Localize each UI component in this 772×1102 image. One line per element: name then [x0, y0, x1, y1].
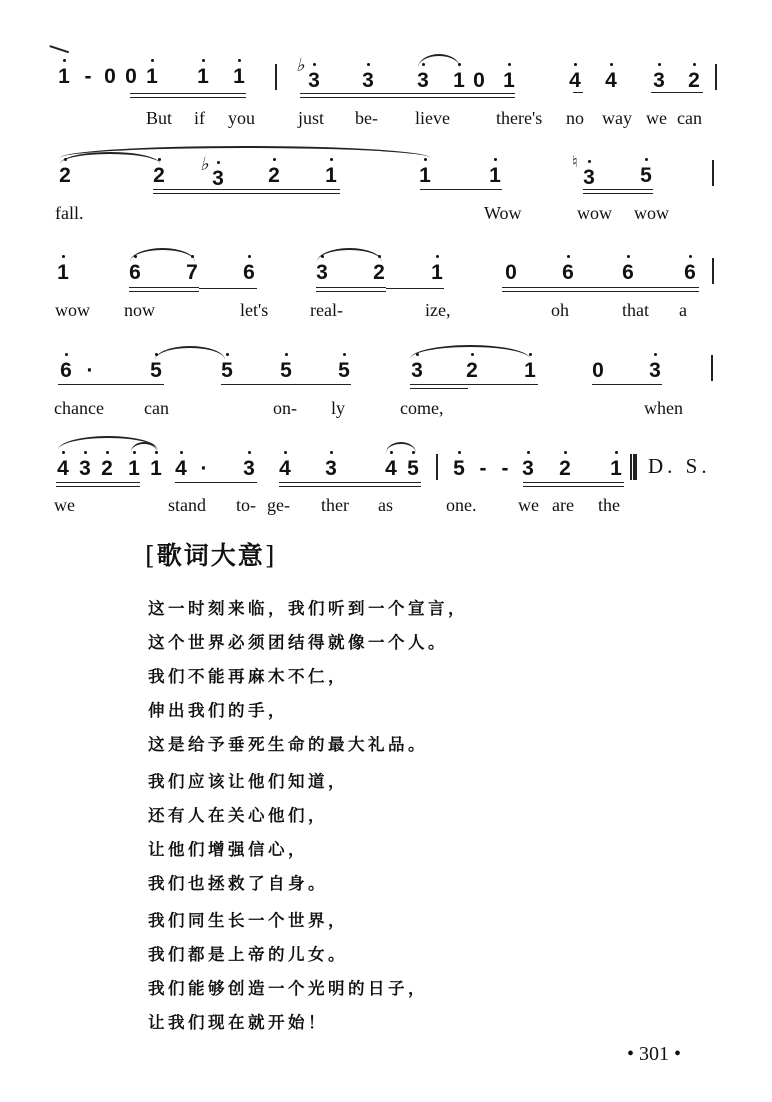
lyric: come,	[400, 398, 444, 418]
verse-line: 这是给予垂死生命的最大礼品。	[148, 735, 428, 754]
beam	[410, 384, 468, 389]
verse-line: 还有人在关心他们，	[148, 806, 328, 825]
lyric: Wow	[484, 203, 522, 223]
lyric: fall.	[55, 203, 84, 223]
lyric: as	[378, 495, 393, 515]
beam	[316, 287, 386, 292]
lyric: one.	[446, 495, 477, 515]
slur	[155, 346, 225, 360]
lyric: way	[602, 108, 632, 128]
beam	[502, 287, 699, 292]
beam	[56, 482, 140, 487]
note: 3	[77, 458, 93, 480]
barline	[712, 258, 714, 284]
lyric: we	[518, 495, 539, 515]
dash: -	[501, 457, 509, 480]
note: 4	[277, 458, 293, 480]
lyrics-meaning-heading	[145, 536, 277, 572]
page-number: • 301 •	[627, 1043, 682, 1065]
note: 3	[651, 70, 667, 92]
beam	[175, 482, 257, 483]
dal-segno-marking: D. S.	[648, 454, 711, 478]
note: 2	[557, 458, 573, 480]
lyric: there's	[496, 108, 543, 128]
note: 3	[520, 458, 536, 480]
note: 4	[603, 70, 619, 92]
verse-line: 让我们现在就开始！	[148, 1013, 328, 1032]
note: 3	[581, 167, 597, 189]
note: 2	[99, 458, 115, 480]
note: 3	[360, 70, 376, 92]
lyric: to-	[236, 495, 256, 515]
lyric: ge-	[267, 495, 290, 515]
note: 2	[266, 165, 282, 187]
augmentation-dot: ·	[86, 359, 94, 382]
note: 2	[371, 262, 387, 284]
note: 3	[314, 262, 330, 284]
note: 3	[210, 168, 226, 190]
natural-icon: ♮	[572, 154, 578, 171]
note: 5	[451, 458, 467, 480]
lyric: lieve	[415, 108, 450, 128]
verse-line: 伸出我们的手，	[148, 701, 288, 720]
note: 1	[429, 262, 445, 284]
note: 2	[57, 165, 73, 187]
note: 3	[323, 458, 339, 480]
slur	[410, 345, 530, 359]
note: 6	[241, 262, 257, 284]
note: 2	[686, 70, 702, 92]
augmentation-dot: ·	[200, 457, 208, 480]
note: 6	[127, 262, 143, 284]
lyric: on-	[273, 398, 297, 418]
note: 1	[56, 66, 72, 88]
note: 3	[241, 458, 257, 480]
lyric: oh	[551, 300, 569, 320]
stanza-3	[148, 904, 428, 1040]
note: 1	[148, 458, 164, 480]
verse-line: 我们同生长一个世界，	[148, 911, 348, 930]
lyric: when	[644, 398, 683, 418]
note: 4	[567, 70, 583, 92]
lyric: can	[144, 398, 169, 418]
lyric: chance	[54, 398, 104, 418]
lyric: if	[194, 108, 205, 128]
lyric: are	[552, 495, 574, 515]
rest: 0	[505, 261, 517, 284]
note: 3	[306, 70, 322, 92]
note: 4	[173, 458, 189, 480]
lyric: real-	[310, 300, 343, 320]
beam	[199, 288, 257, 289]
note: 6	[682, 262, 698, 284]
beam	[592, 384, 662, 385]
note: 5	[148, 360, 164, 382]
note: 1	[417, 165, 433, 187]
note: 5	[219, 360, 235, 382]
note: 5	[405, 458, 421, 480]
verse-line: 我们都是上帝的儿女。	[148, 945, 348, 964]
lyric: a	[679, 300, 687, 320]
note: 1	[55, 262, 71, 284]
lyric: that	[622, 300, 649, 320]
beam	[129, 287, 199, 292]
lyric: can	[677, 108, 702, 128]
verse-line: 这一时刻来临，我们听到一个宣言，	[148, 599, 468, 618]
dash: -	[84, 65, 92, 88]
lyric: just	[298, 108, 325, 128]
stanza-1	[148, 592, 468, 762]
rest: 0	[104, 65, 116, 88]
stanza-2	[148, 765, 348, 901]
lyric: the	[598, 495, 620, 515]
note: 1	[451, 70, 467, 92]
note: 1	[522, 360, 538, 382]
note: 1	[144, 66, 160, 88]
note: 6	[560, 262, 576, 284]
lyric: wow	[55, 300, 90, 320]
note: 1	[501, 70, 517, 92]
note: 5	[278, 360, 294, 382]
lyric: ize,	[425, 300, 451, 320]
lyric: ly	[331, 398, 346, 418]
note: 4	[55, 458, 71, 480]
lyric: ther	[321, 495, 349, 515]
verse-line: 这个世界必须团结得就像一个人。	[148, 633, 448, 652]
rest: 0	[592, 359, 604, 382]
lyric: we	[646, 108, 667, 128]
verse-line: 我们也拯救了自身。	[148, 874, 328, 893]
rest: 0	[473, 69, 485, 92]
note: 2	[464, 360, 480, 382]
bracket-close: ]	[264, 541, 277, 570]
note: 1	[231, 66, 247, 88]
note: 1	[323, 165, 339, 187]
lyric: But	[146, 108, 173, 128]
lyric: now	[124, 300, 155, 320]
final-double-barline	[630, 454, 637, 480]
note: 6	[58, 360, 74, 382]
flat-icon: ♭	[200, 154, 209, 174]
lyric: no	[566, 108, 584, 128]
beam	[420, 189, 502, 190]
barline	[711, 355, 713, 381]
flat-icon: ♭	[296, 55, 305, 75]
beam	[58, 384, 164, 385]
beam	[279, 482, 421, 487]
beam	[583, 189, 653, 194]
verse-line: 我们能够创造一个光明的日子，	[148, 979, 428, 998]
beam	[466, 384, 538, 385]
barline	[712, 160, 714, 186]
beam	[153, 189, 340, 194]
lyric: you	[228, 108, 255, 128]
verse-line: 我们不能再麻木不仁，	[148, 667, 348, 686]
note: 5	[336, 360, 352, 382]
bracket-open: [	[145, 541, 157, 570]
note: 3	[415, 70, 431, 92]
lyric: wow	[577, 203, 612, 223]
barline	[436, 454, 438, 480]
note: 4	[383, 458, 399, 480]
heading-text: 歌词大意	[156, 541, 265, 570]
lyric: we	[54, 495, 75, 515]
note: 1	[195, 66, 211, 88]
lyric: stand	[168, 495, 206, 515]
rest: 0	[125, 65, 137, 88]
lyric: be-	[355, 108, 378, 128]
dash: -	[479, 457, 487, 480]
verse-line: 我们应该让他们知道，	[148, 772, 348, 791]
verse-line: 让他们增强信心，	[148, 840, 308, 859]
slur	[130, 248, 195, 262]
note: 3	[409, 360, 425, 382]
note: 1	[608, 458, 624, 480]
note: 1	[126, 458, 142, 480]
note: 7	[184, 262, 200, 284]
note: 3	[647, 360, 663, 382]
note: 6	[620, 262, 636, 284]
lyric: let's	[240, 300, 269, 320]
beam	[386, 288, 444, 289]
note: 2	[151, 165, 167, 187]
beam	[221, 384, 351, 385]
lyric: wow	[634, 203, 669, 223]
note: 5	[638, 165, 654, 187]
beam	[523, 482, 624, 487]
note: 1	[487, 165, 503, 187]
slur	[317, 248, 382, 262]
